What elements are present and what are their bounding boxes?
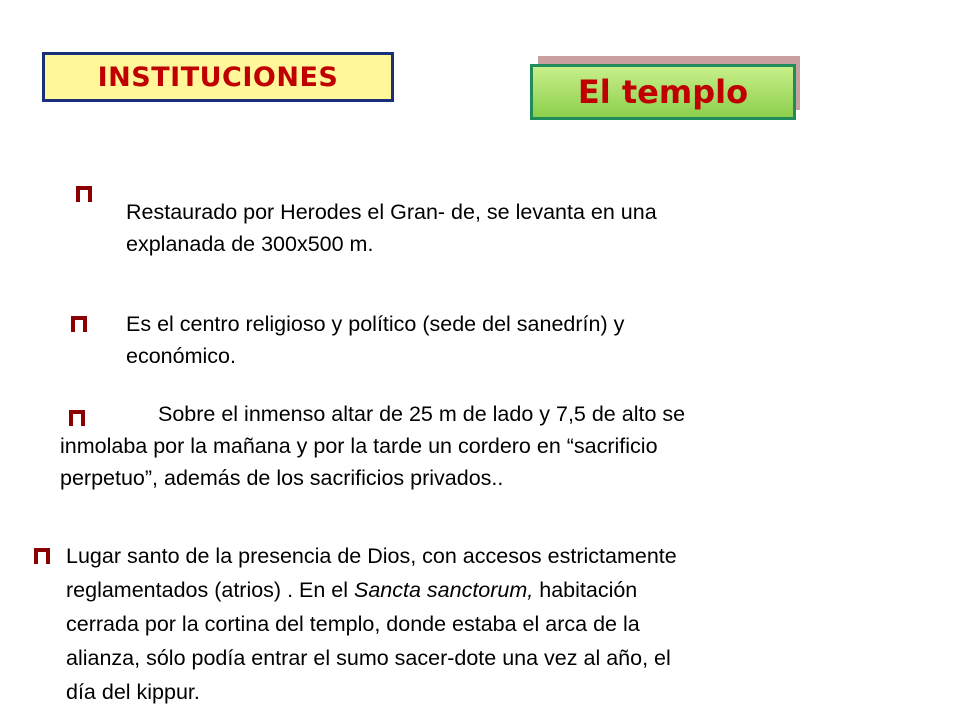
bullet-icon	[76, 186, 92, 202]
item-1-line-2: explanada de 300x500 m.	[126, 232, 374, 256]
item-4-line-4: alianza, sólo podía entrar el sumo sacer-dote una vez al año, el	[66, 646, 671, 670]
sancta-sanctorum-text: Sancta sanctorum,	[354, 578, 534, 602]
item-4-line-2-text: reglamentados (atrios) . En el	[66, 578, 354, 602]
item-4-line-2	[66, 574, 637, 606]
item-2-line-2: económico.	[126, 344, 236, 368]
item-2-line-1: Es el centro religioso y político (sede del sanedrín) y	[126, 312, 625, 336]
item-4-line-3: cerrada por la cortina del templo, donde estaba el arca de la	[66, 612, 640, 636]
item-1-line-1: Restaurado por Herodes el Gran- de, se levanta en una	[126, 200, 657, 224]
item-4-line-1: Lugar santo de la presencia de Dios, con accesos estrictamente	[66, 544, 677, 568]
item-3-line-1: Sobre el inmenso altar de 25 m de lado y 7,5 de alto se	[158, 402, 686, 426]
item-3-line-2: inmolaba por la mañana y por la tarde un cordero en “sacrificio	[60, 434, 658, 458]
instituciones-header	[42, 52, 394, 102]
item-4-line-2-rest: habitación	[533, 578, 638, 602]
item-3-line-3: perpetuo”, además de los sacrificios privados..	[60, 466, 504, 490]
title-box	[530, 64, 796, 120]
instituciones-label: INSTITUCIONES	[97, 61, 339, 93]
bullet-icon	[71, 316, 87, 332]
bullet-icon	[34, 548, 50, 564]
bullet-icon	[69, 410, 85, 426]
item-4-line-5: día del kippur.	[66, 680, 200, 704]
page-title: El templo	[577, 73, 749, 111]
